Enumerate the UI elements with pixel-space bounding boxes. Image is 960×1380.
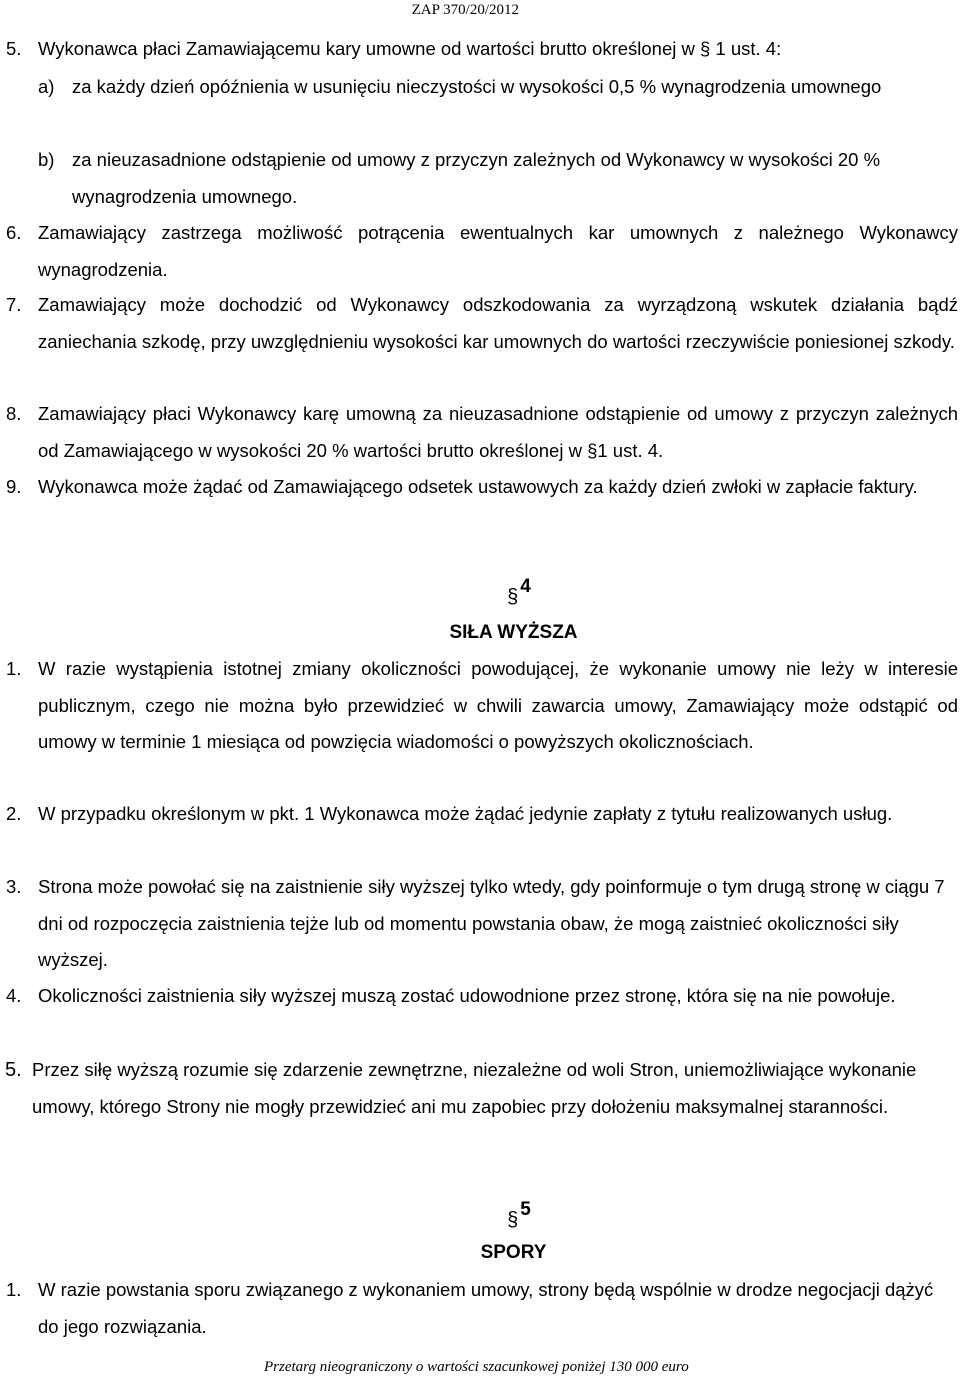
item-number: 3.: [6, 876, 22, 897]
item-text: Wykonawca może żądać od Zamawiającego odsetek ustawowych za każdy dzień zwłoki w zapłacie faktury.: [38, 476, 918, 497]
list-item: [0, 1052, 958, 1125]
list-item: [0, 869, 958, 979]
list-item: [0, 396, 958, 469]
item-number: 4.: [6, 985, 22, 1006]
item-text: Okoliczności zaistnienia siły wyższej muszą zostać udowodnione przez stronę, która się na nie powołuje.: [38, 985, 896, 1006]
list-item: [0, 69, 958, 106]
item-number: 5.: [6, 38, 22, 59]
item-text: Wykonawca płaci Zamawiającemu kary umowne od wartości brutto określonej w § 1 ust. 4:: [38, 38, 782, 59]
item-text: W przypadku określonym w pkt. 1 Wykonawca może żądać jedynie zapłaty z tytułu realizowanych usług.: [38, 803, 893, 824]
item-number: 5.: [5, 1059, 22, 1081]
item-text: Zamawiający zastrzega możliwość potrącenia ewentualnych kar umownych z należnego Wykonawcy wynagrodzenia.: [38, 222, 958, 280]
list-item: [0, 142, 958, 215]
list-item: [0, 469, 958, 506]
page-footer: Przetarg nieograniczony o wartości szacunkowej poniżej 130 000 euro: [264, 1359, 689, 1375]
list-item: [0, 287, 958, 360]
item-text: Zamawiający płaci Wykonawcy karę umowną za nieuzasadnione odstąpienie od umowy z przyczyn zależnych od Zamawiającego w wysokości 20 % wartości brutto określonej w §1 ust. 4.: [38, 403, 958, 461]
list-item: [0, 215, 958, 288]
item-text: Przez siłę wyższą rozumie się zdarzenie zewnętrzne, niezależne od woli Stron, uniemożliwiające wykonanie umowy, którego Strony nie mogły przewidzieć ani mu zapobiec przy dołożeniu maksymalnej staranności.: [32, 1059, 917, 1117]
list-item: [0, 978, 958, 1015]
section-5-title: SPORY: [480, 1242, 547, 1263]
item-number: 6.: [6, 222, 22, 243]
item-number: 1.: [6, 1279, 22, 1300]
item-number: 2.: [6, 803, 22, 824]
item-text: za nieuzasadnione odstąpienie od umowy z przyczyn zależnych od Wykonawcy w wysokości 20 % wynagrodzenia umownego.: [72, 149, 881, 207]
item-number: 8.: [6, 403, 22, 424]
item-text: Zamawiający może dochodzić od Wykonawcy odszkodowania za wyrządzoną wskutek działania bądź zaniechania szkodę, przy uwzględnieniu wysokości kar umownych do wartości rzeczywiście poniesionej szkody.: [38, 294, 958, 352]
item-number: 7.: [6, 294, 22, 315]
section-number: 4: [520, 576, 531, 597]
section-number: 5: [520, 1199, 531, 1220]
item-text: Strona może powołać się na zaistnienie siły wyższej tylko wtedy, gdy poinformuje o tym drugą stronę w ciągu 7 dni od rozpoczęcia zaistnienia tejże lub od momentu powstania obaw, że mogą zaistnieć okoliczności siły wyższej.: [38, 876, 945, 970]
list-item: [0, 796, 958, 833]
section-4-number: [499, 575, 539, 608]
item-number: 1.: [6, 658, 22, 679]
section-5-number: [499, 1198, 539, 1231]
item-text: W razie wystąpienia istotnej zmiany okoliczności powodującej, że wykonanie umowy nie leży w interesie publicznym, czego nie można było przewidzieć w chwili zawarcia umowy, Zamawiający może odstąpić od umowy w terminie 1 miesiąca od powzięcia wiadomości o powyższych okolicznościach.: [38, 658, 958, 752]
item-number: b): [38, 149, 55, 170]
section-4-title: SIŁA WYŻSZA: [449, 622, 578, 643]
list-item: [0, 1272, 958, 1345]
list-item: [0, 651, 958, 761]
item-text: za każdy dzień opóźnienia w usunięciu nieczystości w wysokości 0,5 % wynagrodzenia umownego: [72, 76, 882, 97]
item-number: 9.: [6, 476, 22, 497]
item-text: W razie powstania sporu związanego z wykonaniem umowy, strony będą wspólnie w drodze negocjacji dążyć do jego rozwiązania.: [38, 1279, 934, 1337]
document-reference-header: ZAP 370/20/2012: [411, 2, 519, 18]
item-number: a): [38, 76, 55, 97]
paragraph-sign: §: [507, 1209, 519, 1231]
paragraph-sign: §: [507, 586, 519, 608]
list-item: [0, 36, 958, 68]
